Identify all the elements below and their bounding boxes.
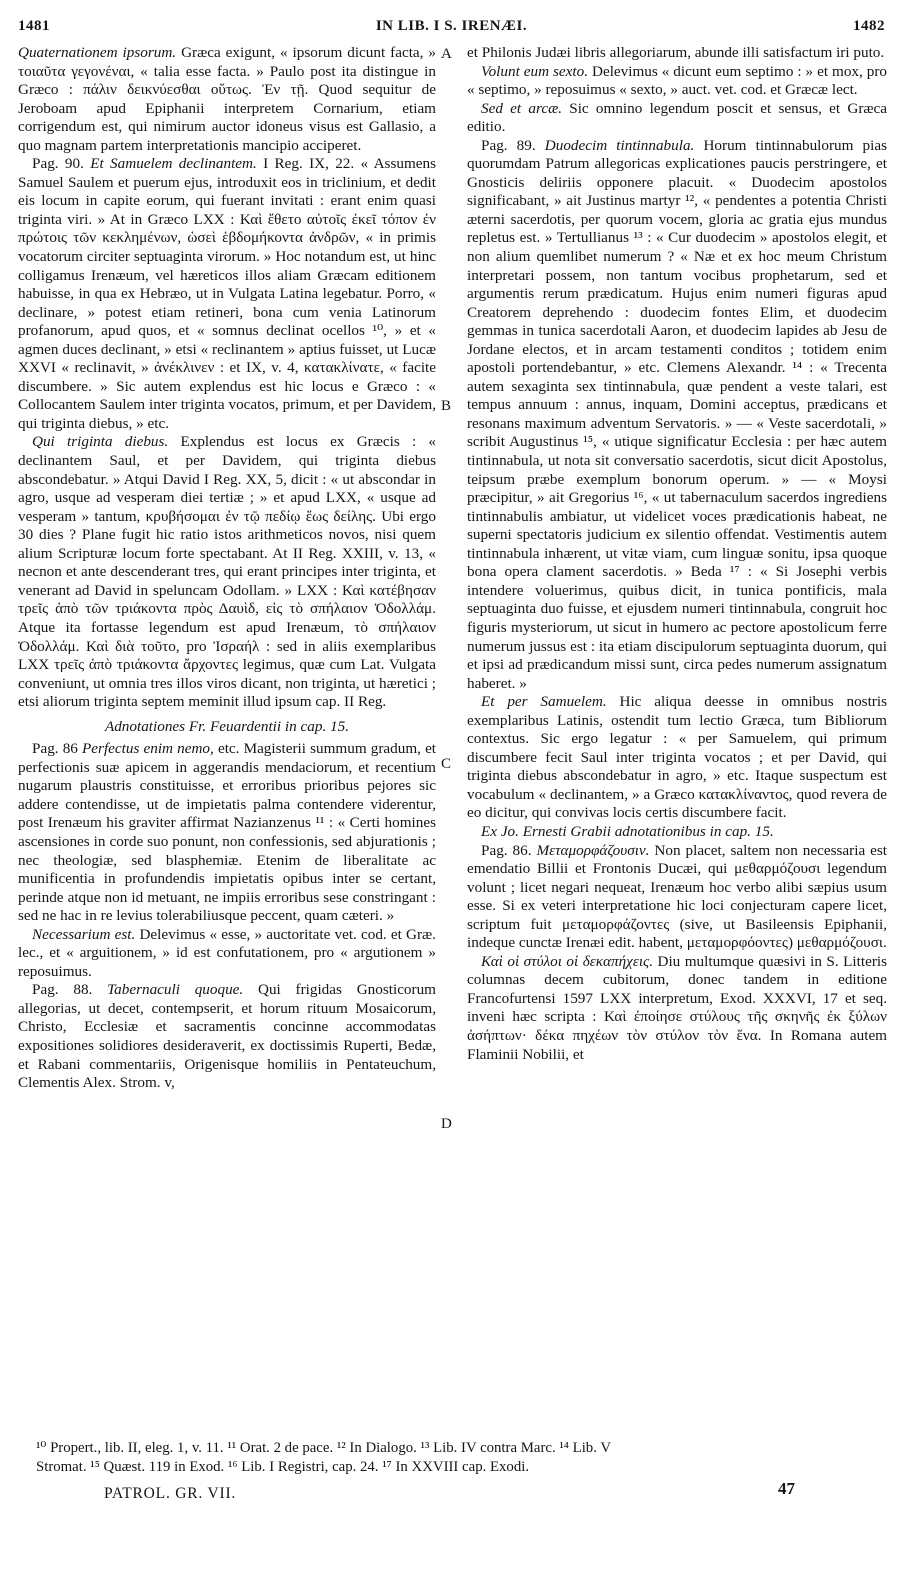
margin-marker-b: B: [441, 398, 452, 414]
footnote-line: Stromat. ¹⁵ Quæst. 119 in Exod. ¹⁶ Lib. I Registri, cap. 24. ¹⁷ In XXVIII cap. Exodi.: [36, 1459, 530, 1475]
running-title: IN LIB. I S. IRENÆI.: [375, 18, 528, 34]
section-heading: Adnotationes Fr. Feuardentii in cap. 15.: [104, 717, 350, 735]
footnote-line: ¹⁰ Propert., lib. II, eleg. 1, v. 11. ¹¹ Orat. 2 de pace. ¹² In Dialogo. ¹³ Lib. IV contra Marc. ¹⁴ Lib. V: [36, 1440, 612, 1456]
paragraph: Pag. 89. Duodecim tintinnabula. Horum tintinnabulorum pias quorumdam Patrum allegoricas explicationes paucis perstringere, et Gnosticis deliriis opponere placuit. « Duodecim apostolos significabant, » ait Justinus martyr ¹², « pendentes a potentia Christi æterni sacerdotis, per quorum vocem, gloria ac gratia ejus mundus repletus est. » Tertullianus ¹³ : « Cur duodecim » apostolos elegit, et non alium quemlibet numerum ? « Næ et ex hoc meum Christum interpretari possem, non tantum vocibus prophetarum, sed et argumentis rerum prædicatum. Hujus enim numeri figuras apud Creatorem deprehendo : duodecim fontes Elim, et duodecim gemmas in tunica sacerdotali Aaron, et duodecim lapides ab Jesu de Jordane electos, et in arcam testamenti conditos ; totidem enim apostoli portendebantur, » etc. Clemens Alexandr. ¹⁴ : « Trecenta autem sexaginta sex tintinnabula, quæ pendent a veste talari, est tempus annuum : annus, inquam, Domini acceptus, prædicans et resonans maximum adventum Servatoris. » — « Veste sacerdotali, » scribit Augustinus ¹⁵, « utique significatur Ecclesia : per hæc autem tintinnabula, ut nota sit conversatio sacerdotis, sicut dicit Apostolus, teipsum præbe exemplum bonorum operum. » — « Moysi præcipitur, » ait Gregorius ¹⁶, « ut tabernaculum sacerdos ingrediens tintinnabulis ambiatur, ut videlicet voces prædicationis habeat, ne superni spectatoris judicium ex silentio offendat. Vestimentis autem tintinnabula inhærent, ut vitæ viam, cum linguæ sonitu, ipsa quoque bona opera clament sacerdotis. » Beda ¹⁷ : « Si Josephi verbis intendere voluerimus, quibus dicit, in tunica pontificis, mala septuaginta duo fuisse, et ejusdem numeri tintinnabula, congruit hoc figuris mysteriorum, ut sicut in humero ac pectore apostolicum ferre numerum jussus est : ita etiam discipulorum septuaginta duorum, qui et ipsi ad prædicandum missi sunt, circa pedes numerum assignatum haberet. »: [467, 136, 888, 692]
paragraph: Et per Samuelem. Hic aliqua deesse in omnibus nostris exemplaribus Latinis, ostendit tum lectio Græca, tum Bibliorum contextus. Sic ergo legatur : « per Samuelem, qui primum discumbere fecit Saul inter triginta vocatos ; et per David, qui triginta diebus abscondebatur in agro, » etc. Itaque suspectum est vocabulum « declinantem, » a Græco κατακλίναντος, quod revera de eo dicitur, qui convivas locis certis discumbere facit.: [467, 693, 887, 822]
margin-marker-d: D: [441, 1116, 452, 1132]
margin-marker-a: A: [441, 46, 452, 62]
paragraph: Qui triginta diebus. Explendus est locus ex Græcis : « declinantem Saul, et per Davidem, qui triginta diebus abscondebatur. » Atqui David I Reg. XX, 5, dicit : « ut abscondar in agro, usque ad vesperam diei tertiæ ; » et apud LXX, « usque ad vesperam » tantum, κρυβήσομαι ἐν τῷ πεδίῳ ἕως δείλης. Ubi ergo 30 dies ? Plane fugit hic ratio istos arithmeticos novos, nisi quem alium Scripturæ locum forte spectabant. At II Reg. XXIII, v. 13, « necnon et ante descenderant tres, qui erant principes inter triginta, et venerant ad David in speluncam Odollam. » LXX : Καὶ κατέβησαν τρεῖς ἀπὸ τῶν τριάκοντα πρὸς Δαυὶδ, εἰς τὸ σπήλαιον Ὀδολλάμ. Atque ita fortasse legendum est apud Irenæum, τὸ σπήλαιον Ὀδολλάμ. Καὶ διὰ τοῦτο, pro Ἰσραήλ : sed in aliis exemplaribus LXX τρεῖς ἀπὸ τριάκοντα ἄρχοντες legimus, quæ cum Lat. Vulgata conveniunt, ut omnia tres illos viros dicant, non triginta, ut hæretici ; etsi aliorum triginta septem meminit illud ipsum cap. II Reg.: [18, 433, 436, 711]
paragraph: Pag. 88. Tabernaculi quoque. Qui frigidas Gnosticorum allegorias, ut decet, contempserit, et horum rituum Mosaicorum, Christo, Ecclesiæ et sacramentis concinne accommodatas expositiones solidiores desideraverit, ex doctissimis Ruperti, Bedæ, et Rabani commentariis, Origenisque homiliis in Pentateuchum, Clementis Alex. Strom. v,: [18, 981, 436, 1092]
paragraph: et Philonis Judæi libris allegoriarum, abunde illi satisfactum iri puto.: [467, 44, 885, 61]
paragraph: Pag. 86. Μεταμορφάζουσιν. Non placet, saltem non necessaria est emendatio Billii et Frontonis Ducæi, qui μεθαρμόζουσι legendum volunt ; licet negari nequeat, Irenæum hoc verbo alibi sæpius usum esse. Si ex veteri interpretatione hic loci conjecturam capere licet, scriptum fuit μεταμορφάζοντες (sive, ut Basileensis Epiphanii, indeque cunctæ Irenæi edit. habent, μεταμορφόοντες) μεθαρμόζουσι.: [467, 841, 887, 952]
footer-series: PATROL. GR. VII.: [104, 1485, 237, 1502]
signature-number: 47: [778, 1479, 795, 1498]
left-column: [18, 44, 436, 1093]
running-header: [18, 14, 885, 44]
column-number-right: 1482: [853, 18, 885, 34]
paragraph: Sed et arcæ. Sic omnino legendum poscit et sensus, et Græca editio.: [467, 99, 887, 136]
right-column: [467, 44, 887, 1064]
paragraph: Pag. 86 Perfectus enim nemo, etc. Magisterii summum gradum, et perfectionis suæ apicem in aggerandis mendaciorum, et recentium nugarum plaustris constituisse, et erroribus prioribus pejores sic addere contendisse, ut de impietatis palma contendere viderentur, post Irenæum his graviter affirmat Nazianzenus ¹¹ : « Certi homines ascensiones in corde suo ponunt, non confessionis, sed abjurationis ; nec theologiæ, sed blasphemiæ. Etenim de liberalitate ac munificentia in profundendis impietatis opibus inter se certant, perinde atque non id metuant, ne impiis erroribus sese constringant : sed ne hac in re levius tolerabiliusque peccent, quam cæteri. »: [18, 740, 437, 925]
paragraph: Quaternationem ipsorum. Græca exigunt, « ipsorum dicunt facta, » τοιαῦτα γεγονέναι, « talia esse facta. » Paulo post ita distingue in Græco : πάλιν δεικνύεσθαι οὕτως. Ἐν τῇ. Quod sequitur de Jeroboam apud Epiphanii interpretem Cornarium, etiam corrigendum est, qui nimirum auctor idoneus visus est Gallasio, a quo magnam partem interpretationis mancipio acciperet.: [18, 44, 437, 154]
footnotes: [36, 1439, 873, 1477]
paragraph: Necessarium est. Delevimus « esse, » auctoritate vet. cod. et Græ. lec., et « arguitionem, » id est confutationem, pro « argutionem » reposuimus.: [18, 925, 436, 980]
paragraph: Καὶ οἱ στύλοι οἱ δεκαπήχεις. Diu multumque quæsivi in S. Litteris columnas decem cubitorum, donec tandem in editione Francofurtensi 1597 LXX interpretum, Exod. XXXVI, 17 et seq. inveni hæc scripta : Καὶ ἐποίησε στύλους τῆς σκηνῆς ἐκ ξύλων ἀσήπτων· δέκα πηχέων τὸν στύλον τὸν ἕνα. In Romana autem Flaminii Nobilii, et: [467, 952, 888, 1063]
column-number-left: 1481: [18, 18, 50, 34]
paragraph: Volunt eum sexto. Delevimus « dicunt eum septimo : » et mox, pro « septimo, » reposuimus « sexto, » auct. vet. cod. et Græcæ lect.: [467, 62, 888, 99]
paragraph: Ex Jo. Ernesti Grabii adnotationibus in cap. 15.: [481, 822, 774, 840]
margin-marker-c: C: [441, 756, 452, 772]
paragraph: Pag. 90. Et Samuelem declinantem. I Reg. IX, 22. « Assumens Samuel Saulem et puerum ejus, introduxit eos in triclinium, et dedit eis locum in capite eorum, qui fuerant invitati : erant enim quasi triginta viri. » At in Græco LXX : Καὶ ἔθετο αὐτοῖς ἐκεῖ τόπον ἐν πρώτοις τῶν κεκλημένων, ὡσεὶ ἑβδομήκοντα ἀνδρῶν, « in primis vocatorum circiter septuaginta virorum. » Hoc notandum est, ut hinc colligamus Irenæum, vel hæreticos illos aliam Græcam editionem habuisse, in qua ex Hebræo, ut in Vulgata Latina legebatur. Porro, « declinare, » potest etiam retineri, bona cum venia Latinorum profanorum, apud quos, et « somnus declinat ocellos ¹⁰, » et « agmen duces declinant, » etsi « reclinantem » aptius fuisset, ut Lucæ XXVI « reclinavit, » ἀνέκλινεν : et IX, v. 4, κατακλίνατε, « facite discumbere. » Sic autem explendus est hic locus e Græco : « Collocantem Saulem inter triginta vocatos, primum, et per Davidem, qui triginta diebus, » etc.: [18, 155, 437, 432]
